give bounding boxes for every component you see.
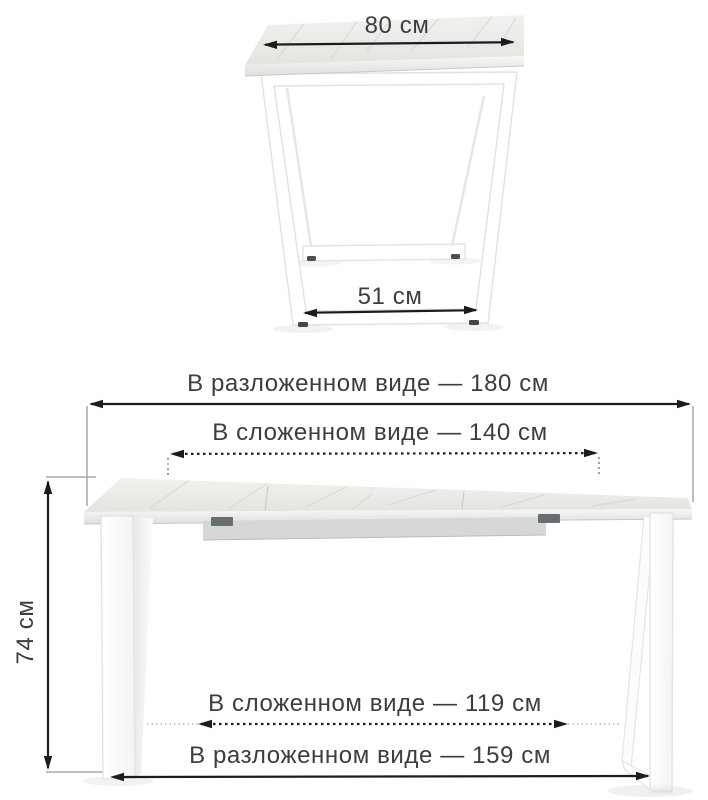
arrowhead-left-icon: [198, 720, 212, 728]
arrowhead-right-icon: [584, 449, 598, 457]
foot-pad: [307, 256, 316, 261]
dim-length-folded: [170, 419, 598, 458]
underframe-housing: [203, 517, 546, 540]
dim-length-unfolded: [89, 370, 691, 408]
leg-post: [650, 513, 673, 793]
dim-base-folded: [147, 690, 621, 728]
dim-base-folded-label: В сложенном виде — 119 см: [208, 690, 542, 717]
front-view-tabletop: [84, 478, 692, 524]
mount-bracket-left: [211, 517, 233, 526]
arrowhead-right-icon: [677, 400, 691, 408]
dim-height-label: 74 см: [12, 599, 39, 665]
dim-length-unfolded-label: В разложенном виде — 180 см: [187, 370, 549, 397]
end-view: [245, 12, 524, 333]
dim-top-width-label: 80 см: [364, 12, 430, 39]
arrowhead-down-icon: [44, 756, 52, 770]
dim-base-width-label: 51 см: [357, 283, 423, 310]
back-leg-post: [452, 96, 484, 246]
mount-bracket-right: [538, 514, 560, 523]
dim-base-unfolded-label: В разложенном виде — 159 см: [189, 742, 551, 769]
leg-post: [101, 516, 135, 779]
arrowhead-left-icon: [89, 400, 103, 408]
foot-pad: [469, 320, 479, 325]
front-view-right-leg: [622, 513, 673, 793]
arrowhead-up-icon: [44, 480, 52, 494]
arrowhead-left-icon: [170, 450, 184, 458]
dimension-line-dashed: [173, 453, 595, 454]
back-foot-bar: [303, 244, 465, 261]
dim-base-unfolded: [110, 742, 650, 781]
foot-pad: [451, 254, 460, 259]
end-view-back-leg: [287, 88, 484, 261]
leg-foot-shade: [651, 780, 672, 792]
leg-side-face: [133, 517, 153, 777]
dimension-line: [113, 776, 648, 777]
front-view-left-leg: [101, 516, 153, 779]
arrowhead-right-icon: [554, 720, 568, 728]
tabletop-surface: [84, 478, 692, 512]
dim-length-folded-label: В сложенном виде — 140 см: [212, 419, 548, 446]
front-view: [12, 370, 693, 797]
dim-height: [12, 480, 52, 770]
foot-pad: [298, 322, 308, 327]
